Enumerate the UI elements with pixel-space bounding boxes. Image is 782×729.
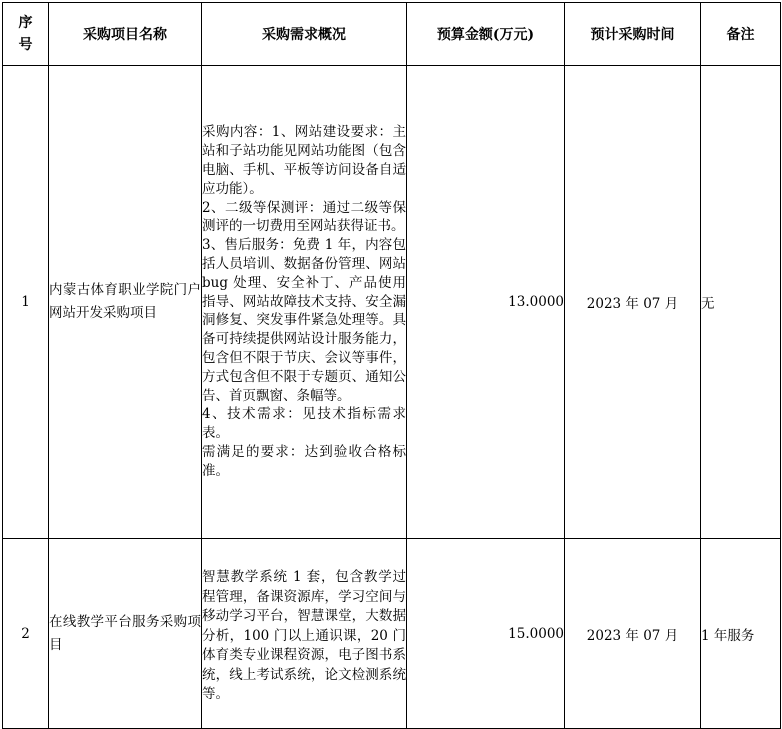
requirement-line: 智慧教学系统 1 套，包含教学过程管理，备课资源库，学习空间与移动学习平台，智慧课堂，大数据分析，100 门以上通识课，20 门体育类专业课程资源，电子图书系统，线上考试系统，论文检测系统等。	[202, 568, 406, 703]
row-requirements	[202, 539, 407, 729]
table-row	[3, 539, 781, 729]
row-note: 1 年服务	[701, 539, 781, 729]
row-date: 2023 年 07 月	[565, 66, 701, 539]
row-seq: 2	[3, 539, 49, 729]
table-row	[3, 66, 781, 539]
requirement-line: 3、售后服务：免费 1 年，内容包括人员培训、数据备份管理、网站 bug 处理、安全补丁、产品使用指导、网站故障技术支持、安全漏洞修复、突发事件紧急处理等。具备可持续提供网站设计服务能力，包含但不限于节庆、会议等事件，方式包含但不限于专题页、通知公告、首页飘窗、条幅等。	[202, 237, 406, 404]
requirement-line: 2、二级等保测评：通过二级等保测评的一切费用至网站获得证书。	[202, 199, 406, 235]
procurement-table	[2, 2, 781, 729]
row-date: 2023 年 07 月	[565, 539, 701, 729]
row-budget: 15.0000	[407, 539, 565, 729]
table-header-row	[3, 3, 781, 66]
header-seq	[3, 3, 49, 66]
row-requirements	[202, 66, 407, 539]
header-seq-label: 序号	[18, 15, 33, 53]
header-project-name: 采购项目名称	[49, 3, 202, 66]
row-budget: 13.0000	[407, 66, 565, 539]
row-note: 无	[701, 66, 781, 539]
requirement-line: 4、技术需求：见技术指标需求表。	[202, 406, 406, 442]
header-requirements: 采购需求概况	[202, 3, 407, 66]
row-project-name: 在线教学平台服务采购项目	[49, 539, 202, 729]
header-note: 备注	[701, 3, 781, 66]
row-seq: 1	[3, 66, 49, 539]
row-project-name: 内蒙古体育职业学院门户网站开发采购项目	[49, 66, 202, 539]
header-date: 预计采购时间	[565, 3, 701, 66]
requirement-line: 采购内容：1、网站建设要求：主站和子站功能见网站功能图（包含电脑、手机、平板等访问设备自适应功能）。	[202, 124, 406, 197]
header-budget: 预算金额(万元)	[407, 3, 565, 66]
requirement-line: 需满足的要求：达到验收合格标准。	[202, 443, 406, 479]
